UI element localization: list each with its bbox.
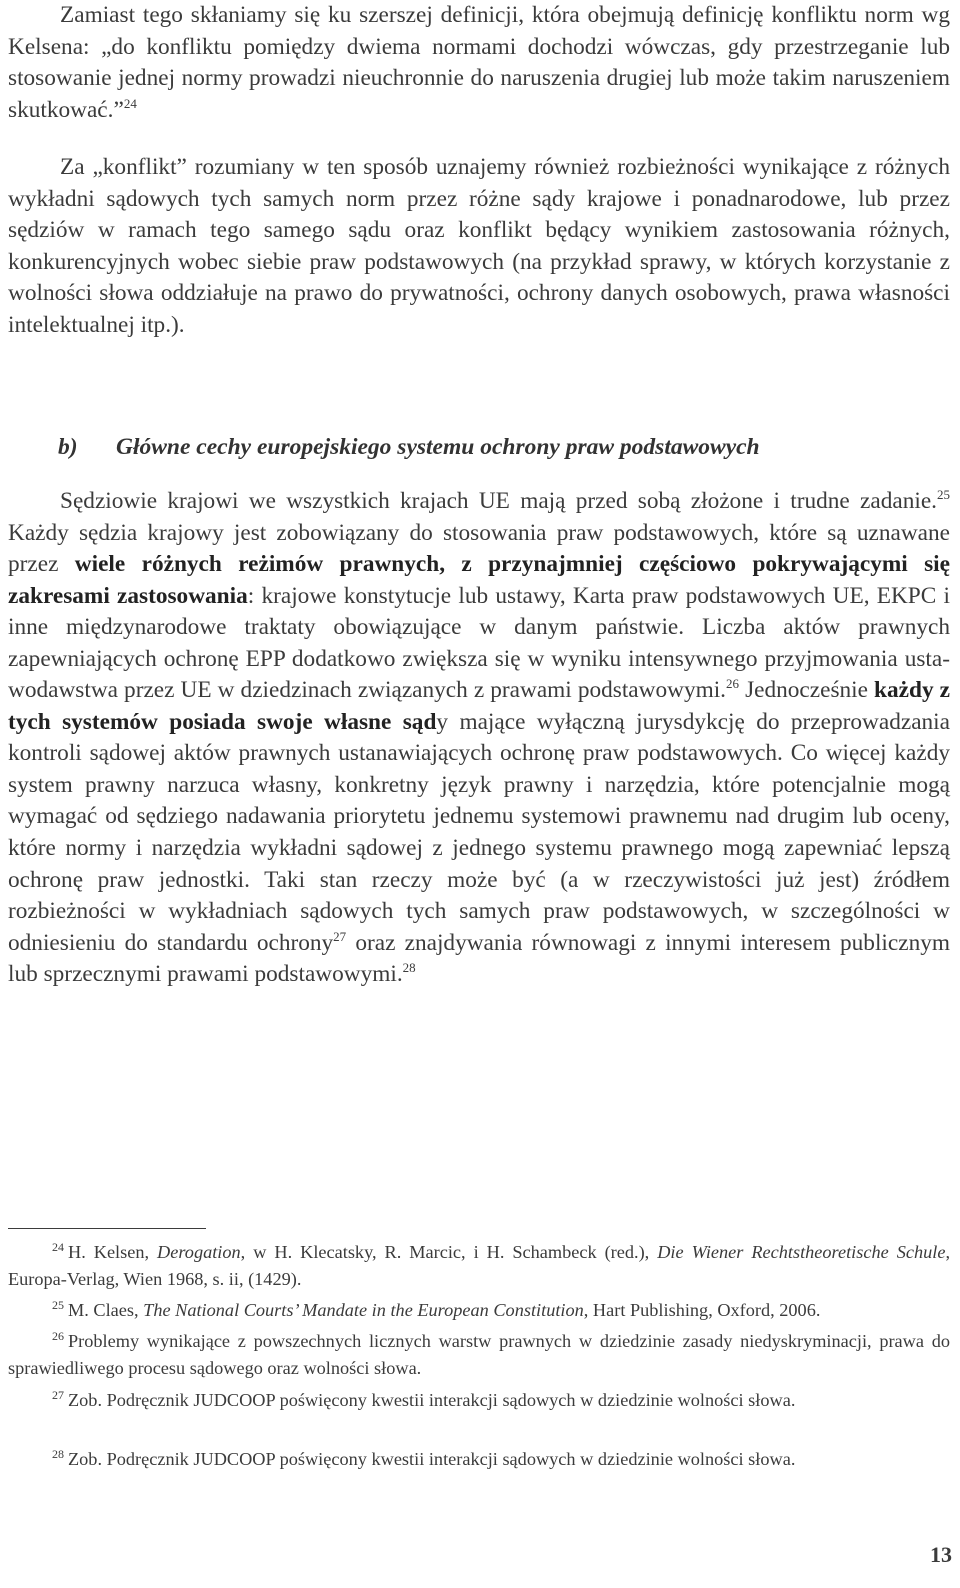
footnote-text: M. Claes,: [68, 1300, 144, 1320]
footnote-number: 24: [52, 1239, 64, 1254]
footnote-italic: Derogation: [157, 1242, 241, 1262]
footnote: [8, 1328, 950, 1382]
body-paragraph: [8, 486, 950, 991]
footnote-italic: Die Wiener Rechtstheoretische Schule: [657, 1242, 946, 1262]
footnote-text: Zob. Podręcznik JUDCOOP poświęcony kwestii interakcji sądowych w dziedzinie wolności słowa.: [68, 1390, 796, 1410]
footnote-number: 25: [52, 1297, 64, 1312]
paragraph-text: Każdy sędzia krajowy jest zobowiązany do stosowania praw podstawowych, które są uznawane przez: [8, 519, 950, 578]
footnote-reference[interactable]: 25: [937, 487, 950, 503]
footnote-text: Zob. Podręcznik JUDCOOP poświęcony kwestii interakcji sądowych w dziedzinie wolności słowa.: [68, 1449, 796, 1469]
paragraph-text: Jednocześnie: [739, 677, 875, 704]
footnote-number: 26: [52, 1328, 64, 1343]
footnote-text: , Europa-Verlag, Wien 1968, s. ii, (1429).: [8, 1242, 951, 1289]
footnote-reference[interactable]: 28: [402, 960, 416, 976]
paragraph-text: : krajowe konstytucje lub ustawy, Karta praw podstawowych UE, EKPC i inne międzynarodowe traktaty obowiązujące w danym państwie. Liczba aktów prawnych zapewniających ochronę EPP dodatkowo zwiększa się w wyniku intensywnego przyjmowania ustawodawstwa przez UE w dziedzinach związanych z prawami podstawowymi.: [8, 582, 951, 704]
footnote-number: 27: [52, 1387, 64, 1402]
footnote-text: , Hart Publishing, Oxford, 2006.: [583, 1300, 821, 1320]
body-paragraph: [8, 0, 950, 126]
paragraph-text: Zamiast tego skłaniamy się ku szerszej definicji, która obejmują definicję konfliktu norm wg Kelsena: „do konfliktu pomiędzy dwiema normami dochodzi wówczas, gdy przestrzeganie lub stosowanie jednej normy prowadzi nieuchronnie do naruszenia drugiej lub może takim naruszeniem skutkować.”: [8, 2, 950, 123]
section-heading: [58, 432, 938, 463]
footnote-reference[interactable]: 27: [333, 928, 347, 944]
footnote-text: Problemy wynikające z powszechnych licznych warstw prawnych w dziedzinie zasady niedyskryminacji, prawa do sprawiedliwego procesu sądowego oraz wolności słowa.: [8, 1331, 950, 1378]
footnote: [8, 1387, 950, 1414]
paragraph-text: Za „konflikt” rozumiany w ten sposób uznajemy również rozbieżności wynikające z różnych wykładni sądowych tych samych norm przez różne sądy krajowe i ponadnarodowe, lub przez sędziów w ramach tego samego sądu oraz konflikt będący wynikiem zastosowania różnych, konkurencyjnych wobec siebie praw podstawowych (na przykład sprawy, w których korzystanie z wolności słowa oddziałuje na prawo do prywatności, ochrony danych osobowych, prawa własności intelektualnej itp.).: [8, 154, 950, 338]
footnote-text: , w H. Klecatsky, R. Marcic, i H. Schambeck (red.),: [240, 1242, 658, 1262]
footnote-reference[interactable]: 26: [726, 676, 740, 692]
section-marker: b): [58, 434, 78, 460]
footnote-separator: [8, 1228, 206, 1229]
page-number: 13: [930, 1542, 952, 1567]
footnote: [8, 1239, 950, 1293]
bold-emphasis: wiele różnych reżimów prawnych, z przynajmniej częściowo pokrywającymi się zakresami zastosowania: [8, 551, 950, 609]
section-title: Główne cechy europejskiego systemu ochrony praw podstawowych: [116, 434, 760, 460]
footnote-italic: The National Courts’ Mandate in the European Constitution: [143, 1300, 584, 1320]
footnote-number: 28: [52, 1446, 64, 1461]
paragraph-text: y mające wyłączną jurysdykcję do przeprowadzania kontroli sądowej aktów prawnych ustanawiających ochronę praw podstawowych. Co więcej każdy system prawny narzuca własny, konkretny język prawny i narzędzia, które potencjalnie mogą wymagać od sędziego nadawania priorytetu jednemu systemowi prawnemu nad drugim lub oceny, które normy i narzędzia wykładni sądowej z jednego systemu prawnego mogą zapewniać lepszą ochronę praw jednostki. Taki stan rzeczy może być (a w rzeczywistości już jest) źródłem rozbieżności w wykładniach sądowych tych samych praw podstawowych, w szczególności w odniesieniu do standardu ochrony: [8, 708, 950, 956]
bold-emphasis: każdy z tych systemów posiada swoje własne sąd: [8, 677, 950, 735]
paragraph-text: Sędziowie krajowi we wszystkich krajach UE mają przed sobą złożone i trudne zadanie.: [60, 488, 937, 514]
body-paragraph: [8, 152, 950, 341]
footnote: [8, 1297, 950, 1324]
footnote-reference[interactable]: 24: [123, 95, 137, 111]
footnote-text: H. Kelsen,: [68, 1242, 158, 1262]
footnote: [8, 1446, 950, 1473]
paragraph-text: oraz znajdywania równowagi z innymi interesem publicznym lub sprzecznymi prawami podstawowymi.: [8, 929, 950, 988]
